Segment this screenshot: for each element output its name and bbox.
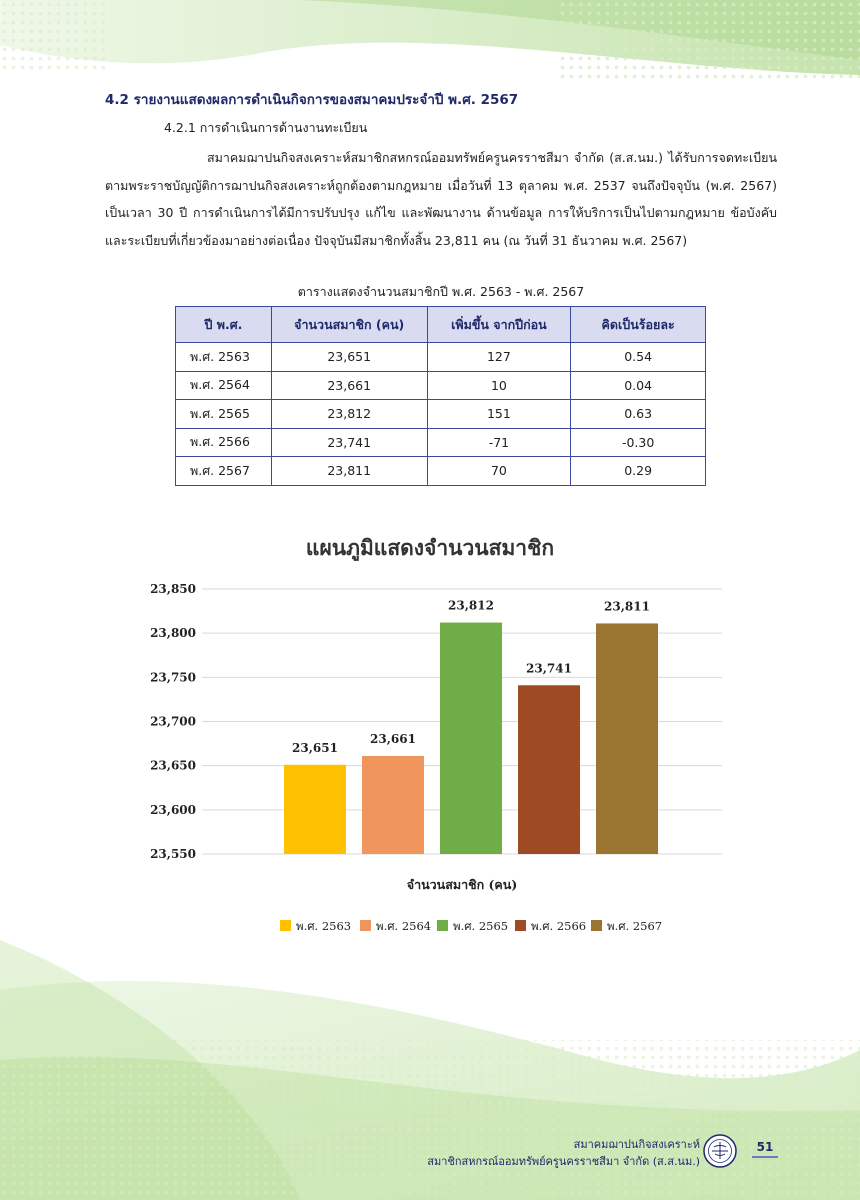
cell-increase: 10 [427, 371, 571, 400]
cell-percent: 0.54 [571, 343, 706, 372]
subsection-title: 4.2.1 การดำเนินการด้านงานทะเบียน [164, 120, 368, 135]
bar [596, 623, 658, 854]
legend-entry: พ.ศ. 2565 [453, 919, 509, 933]
cell-percent: 0.04 [571, 371, 706, 400]
cell-increase: 70 [427, 457, 571, 486]
x-axis-label: จำนวนสมาชิก (คน) [406, 877, 518, 892]
header-percent: คิดเป็นร้อยละ [571, 307, 706, 343]
cell-year: พ.ศ. 2566 [176, 428, 272, 457]
y-tick-label: 23,850 [150, 582, 196, 596]
legend-swatch [591, 920, 602, 931]
bar-value-label: 23,812 [448, 598, 494, 613]
bar [440, 623, 502, 854]
section-title: 4.2 รายงานแสดงผลการดำเนินกิจการของสมาคมประจำปี พ.ศ. 2567 [105, 92, 519, 108]
cell-members: 23,661 [271, 371, 427, 400]
legend-swatch [280, 920, 291, 931]
cell-percent: 0.29 [571, 457, 706, 486]
legend-swatch [360, 920, 371, 931]
cell-percent: 0.63 [571, 400, 706, 429]
legend-entry: พ.ศ. 2566 [531, 919, 587, 933]
header-increase: เพิ่มขึ้น จากปีก่อน [427, 307, 571, 343]
cell-increase: -71 [427, 428, 571, 457]
bar [362, 756, 424, 854]
legend-swatch [515, 920, 526, 931]
cell-members: 23,741 [271, 428, 427, 457]
bar [284, 765, 346, 854]
legend-entry: พ.ศ. 2567 [607, 919, 663, 933]
paragraph-text: สมาคมฌาปนกิจสงเคราะห์สมาชิกสหกรณ์ออมทรัพย์ครูนครราชสีมา จำกัด (ส.ส.นม.) ได้รับการจดทะเบียนตามพระราชบัญญัติการฌาปนกิจสงเคราะห์ถูกต้องตามกฎหมาย เมื่อวันที่ 13 ตุลาคม พ.ศ. 2537 จนถึงปัจจุบัน (พ.ศ. 2567) เป็นเวลา 30 ปี การดำเนินการได้มีการปรับปรุง แก้ไข และพัฒนางาน ด้านข้อมูล การให้บริการเป็นไปตามกฎหมาย ข้อบังคับ และระเบียบที่เกี่ยวข้องมาอย่างต่อเนื่อง ปัจจุบันมีสมาชิกทั้งสิ้น 23,811 คน (ณ วันที่ 31 ธันวาคม พ.ศ. 2567) [105, 150, 777, 248]
bar-value-label: 23,741 [526, 661, 572, 676]
legend-swatch [437, 920, 448, 931]
header-year: ปี พ.ศ. [176, 307, 272, 343]
legend-entry: พ.ศ. 2564 [376, 919, 432, 933]
bar-value-label: 23,661 [370, 731, 416, 746]
cell-members: 23,812 [271, 400, 427, 429]
y-tick-label: 23,550 [150, 847, 196, 861]
bar-value-label: 23,811 [604, 599, 650, 614]
cell-year: พ.ศ. 2564 [176, 371, 272, 400]
y-tick-label: 23,650 [150, 758, 196, 773]
cell-year: พ.ศ. 2565 [176, 400, 272, 429]
cell-year: พ.ศ. 2563 [176, 343, 272, 372]
footer-org-line2: สมาชิกสหกรณ์ออมทรัพย์ครูนครราชสีมา จำกัด (ส.ส.นม.) [427, 1155, 700, 1168]
cell-increase: 127 [427, 343, 571, 372]
y-tick-label: 23,600 [150, 802, 196, 817]
cell-members: 23,651 [271, 343, 427, 372]
footer-organization [427, 1136, 700, 1170]
chart-title: แผนภูมิแสดงจำนวนสมาชิก [305, 535, 555, 560]
cell-members: 23,811 [271, 457, 427, 486]
table-caption: ตารางแสดงจำนวนสมาชิกปี พ.ศ. 2563 - พ.ศ. 2567 [297, 284, 585, 299]
bar-value-label: 23,651 [292, 740, 338, 755]
cell-increase: 151 [427, 400, 571, 429]
y-tick-label: 23,800 [150, 626, 196, 641]
legend-entry: พ.ศ. 2563 [296, 919, 352, 933]
association-seal-icon [703, 1134, 737, 1168]
footer-org-line1: สมาคมฌาปนกิจสงเคราะห์ [573, 1138, 700, 1151]
header-members: จำนวนสมาชิก (คน) [271, 307, 427, 343]
cell-percent: -0.30 [571, 428, 706, 457]
page-number: 51 [752, 1140, 778, 1158]
cell-year: พ.ศ. 2567 [176, 457, 272, 486]
bar [518, 685, 580, 854]
y-tick-label: 23,750 [150, 670, 196, 685]
y-tick-label: 23,700 [150, 714, 196, 729]
